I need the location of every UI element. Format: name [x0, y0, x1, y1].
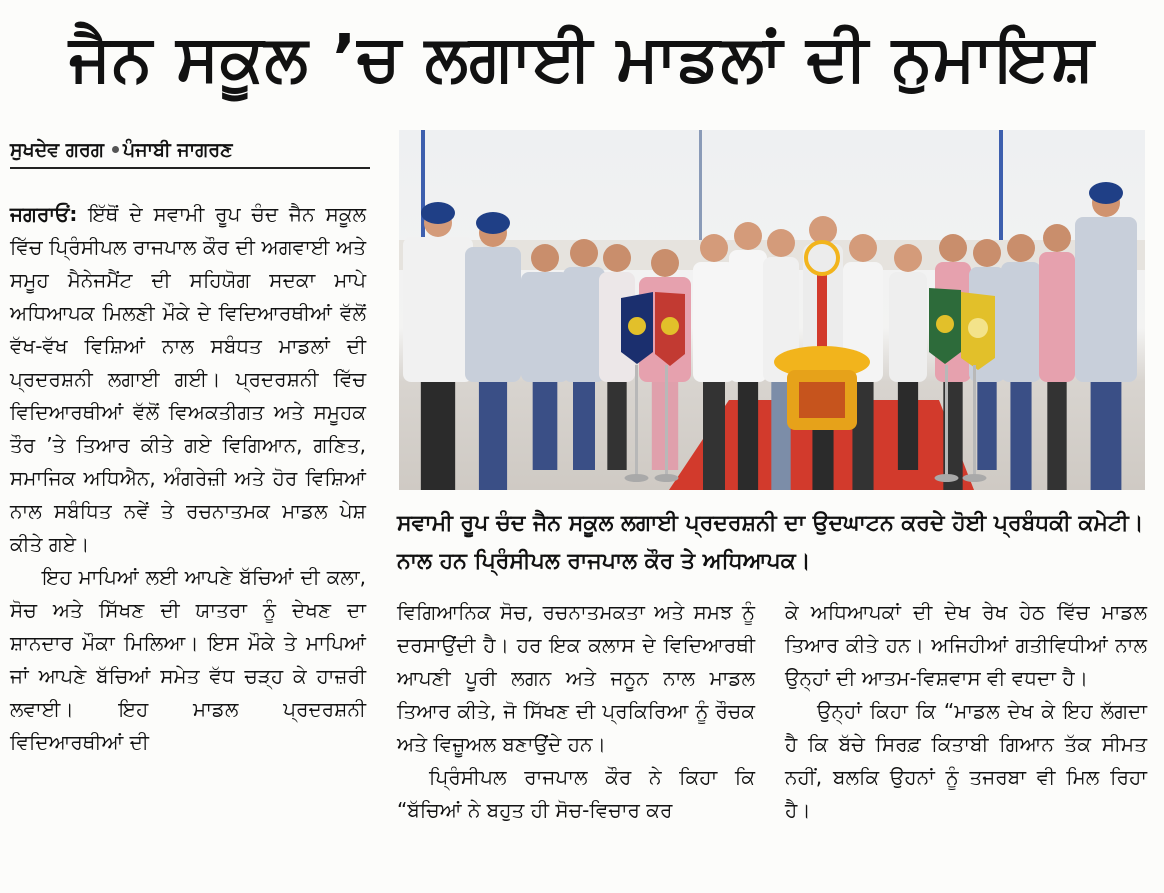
tent-pole	[999, 130, 1003, 255]
person-head	[809, 216, 837, 244]
person-body	[521, 272, 569, 382]
person-head	[1007, 234, 1035, 262]
photo-caption: ਸਵਾਮੀ ਰੂਪ ਚੰਦ ਜੈਨ ਸਕੂਲ ਲਗਾਈ ਪ੍ਰਦਰਸ਼ਨੀ ਦਾ ਉਦਘਾਟਨ ਕਰਦੇ ਹੋਈ ਪ੍ਰਬੰਧਕੀ ਕਮੇਟੀ। ਨਾਲ ਹਨ ਪ੍ਰਿੰਸੀਪਲ ਰਾਜਪਾਲ ਕੌਰ ਤੇ ਅਧਿਆਪਕ।	[397, 511, 1144, 574]
stanchion-pole	[665, 365, 668, 475]
article-column-3	[785, 596, 1147, 827]
person-head	[973, 239, 1001, 267]
person-body	[889, 272, 927, 382]
person-head	[603, 244, 631, 272]
person-legs	[898, 370, 918, 470]
article-paragraph: ਪ੍ਰਿੰਸੀਪਲ ਰਾਜਪਾਲ ਕੌਰ ਨੇ ਕਿਹਾ ਕਿ “ਬੱਚਿਆਂ ਨੇ ਬਹੁਤ ਹੀ ਸੋਚ-ਵਿਚਾਰ ਕਰ	[397, 765, 755, 822]
stanchion-base	[935, 474, 959, 482]
person-head	[894, 244, 922, 272]
person-legs	[573, 370, 595, 470]
byline-publication: ਪੰਜਾਬੀ ਜਾਗਰਣ	[123, 139, 233, 161]
person-legs	[1091, 370, 1122, 490]
person-body	[403, 237, 473, 382]
person-head	[734, 222, 762, 250]
paragraph-text: ਇੱਥੋਂ ਦੇ ਸਵਾਮੀ ਰੂਪ ਚੰਦ ਜੈਨ ਸਕੂਲ ਵਿੱਚ ਪ੍ਰਿੰਸੀਪਲ ਰਾਜਪਾਲ ਕੌਰ ਦੀ ਅਗਵਾਈ ਅਤੇ ਸਮੂਹ ਮੈਨੇਜਮੈਂਟ ਦੀ ਸਹਿਯੋਗ ਸਦਕਾ ਮਾਪੇ ਅਧਿਆਪਕ ਮਿਲਣੀ ਮੌਕੇ ਦੇ ਵਿਦਿਆਰਥੀਆਂ ਵੱਲੋਂ ਵੱਖ-ਵੱਖ ਵਿਸ਼ਿਆਂ ਨਾਲ ਸਬੰਧਤ ਮਾਡਲਾਂ ਦੀ ਪ੍ਰਦਰਸ਼ਨੀ ਲਗਾਈ ਗਈ। ਪ੍ਰਦਰਸ਼ਨੀ ਵਿੱਚ ਵਿਦਿਆਰਥੀਆਂ ਵੱਲੋਂ ਵਿਅਕਤੀਗਤ ਅਤੇ ਸਮੂਹਕ ਤੌਰ ’ਤੇ ਤਿਆਰ ਕੀਤੇ ਗਏ ਵਿਗਿਆਨ, ਗਣਿਤ, ਸਮਾਜਿਕ ਅਧਿਐਨ, ਅੰਗਰੇਜ਼ੀ ਅਤੇ ਹੋਰ ਵਿਸ਼ਿਆਂ ਨਾਲ ਸਬੰਧਿਤ ਨਵੇਂ ਤੇ ਰਚਨਾਤਮਕ ਮਾਡਲ ਪੇਸ਼ ਕੀਤੇ ਗਏ।	[10, 202, 367, 556]
person-head	[767, 229, 795, 257]
stanchion-base	[655, 474, 679, 482]
lamp-stem	[817, 275, 827, 355]
person-legs	[703, 370, 725, 490]
person-head	[651, 249, 679, 277]
person-body	[465, 247, 521, 382]
byline	[10, 133, 370, 169]
person-head	[700, 234, 728, 262]
stanchion-pole	[973, 365, 976, 475]
event-photo	[399, 130, 1145, 490]
person-legs	[977, 370, 996, 470]
article-paragraph: ਉਨ੍ਹਾਂ ਕਿਹਾ ਕਿ “ਮਾਡਲ ਦੇਖ ਕੇ ਇਹ ਲੱਗਦਾ ਹੈ ਕਿ ਬੱਚੇ ਸਿਰਫ਼ ਕਿਤਾਬੀ ਗਿਆਨ ਤੱਕ ਸੀਮਤ ਨਹੀਂ, ਬਲਕਿ ਉਹਨਾਂ ਨੂੰ ਤਜਰਬਾ ਵੀ ਮਿਲ ਰਿਹਾ ਹੈ।	[785, 699, 1147, 822]
article-paragraph: ਵਿਗਿਆਨਿਕ ਸੋਚ, ਰਚਨਾਤਮਕਤਾ ਅਤੇ ਸਮਝ ਨੂੰ ਦਰਸਾਉਂਦੀ ਹੈ। ਹਰ ਇਕ ਕਲਾਸ ਦੇ ਵਿਦਿਆਰਥੀ ਆਪਣੀ ਪੂਰੀ ਲਗਨ ਅਤੇ ਜਨੂਨ ਨਾਲ ਮਾਡਲ ਤਿਆਰ ਕੀਤੇ, ਜੋ ਸਿੱਖਣ ਦੀ ਪ੍ਰਕਿਰਿਆ ਨੂੰ ਰੌਚਕ ਅਤੇ ਵਿਜ਼ੂਅਲ ਬਣਾਉਂਦੇ ਹਨ।	[397, 600, 755, 756]
bullet-icon	[112, 146, 119, 153]
person-body	[1039, 252, 1075, 382]
person-legs	[479, 370, 507, 490]
photo-illustration	[399, 130, 1145, 490]
banner-emblem	[661, 317, 679, 335]
headline: ਜੈਨ ਸਕੂਲ ’ਚ ਲਗਾਈ ਮਾਡਲਾਂ ਦੀ ਨੁਮਾਇਸ਼	[69, 22, 1095, 96]
turban	[1089, 182, 1123, 204]
flower-stand-center	[799, 382, 845, 418]
banner-emblem	[968, 318, 988, 338]
person-legs	[421, 370, 455, 490]
byline-author: ਸੁਖਦੇਵ ਗਰਗ	[10, 139, 105, 161]
banner-emblem	[628, 317, 646, 335]
tent-pole	[699, 130, 702, 250]
person-legs	[1010, 370, 1031, 490]
article-paragraph	[10, 198, 366, 561]
person-legs	[607, 370, 626, 470]
stanchion-base	[625, 474, 649, 482]
person-head	[531, 244, 559, 272]
dateline: ਜਗਰਾਓਂ:	[10, 202, 78, 226]
person-body	[729, 250, 767, 382]
person-body	[1001, 262, 1041, 382]
article-column-1	[10, 198, 366, 759]
banner-emblem	[936, 315, 954, 333]
turban	[476, 212, 510, 234]
person-legs	[533, 370, 558, 470]
person-legs	[1047, 370, 1066, 490]
person-head	[849, 234, 877, 262]
stanchion-pole	[945, 365, 948, 475]
person-legs	[738, 370, 758, 490]
stanchion-pole	[635, 365, 638, 475]
person-head	[570, 239, 598, 267]
person-head	[939, 234, 967, 262]
article-paragraph: ਕੇ ਅਧਿਆਪਕਾਂ ਦੀ ਦੇਖ ਰੇਖ ਹੇਠ ਵਿੱਚ ਮਾਡਲ ਤਿਆਰ ਕੀਤੇ ਹਨ। ਅਜਿਹੀਆਂ ਗਤੀਵਿਧੀਆਂ ਨਾਲ ਉਨ੍ਹਾਂ ਦੀ ਆਤਮ-ਵਿਸ਼ਵਾਸ ਵੀ ਵਧਦਾ ਹੈ।	[785, 600, 1147, 690]
stanchion-base	[963, 474, 987, 482]
person-head	[1043, 224, 1071, 252]
person-body	[1075, 217, 1137, 382]
article-column-2	[397, 596, 755, 827]
person-body	[563, 267, 605, 382]
article-paragraph: ਇਹ ਮਾਪਿਆਂ ਲਈ ਆਪਣੇ ਬੱਚਿਆਂ ਦੀ ਕਲਾ, ਸੋਚ ਅਤੇ ਸਿੱਖਣ ਦੀ ਯਾਤਰਾ ਨੂੰ ਦੇਖਣ ਦਾ ਸ਼ਾਨਦਾਰ ਮੌਕਾ ਮਿਲਿਆ। ਇਸ ਮੌਕੇ ਤੇ ਮਾਪਿਆਂ ਜਾਂ ਆਪਣੇ ਬੱਚਿਆਂ ਸਮੇਤ ਵੱਧ ਚੜ੍ਹ ਕੇ ਹਾਜ਼ਰੀ ਲਵਾਈ। ਇਹ ਮਾਡਲ ਪ੍ਰਦਰਸ਼ਨੀ ਵਿਦਿਆਰਥੀਆਂ ਦੀ	[10, 565, 366, 754]
turban	[421, 202, 455, 224]
person-body	[693, 262, 735, 382]
